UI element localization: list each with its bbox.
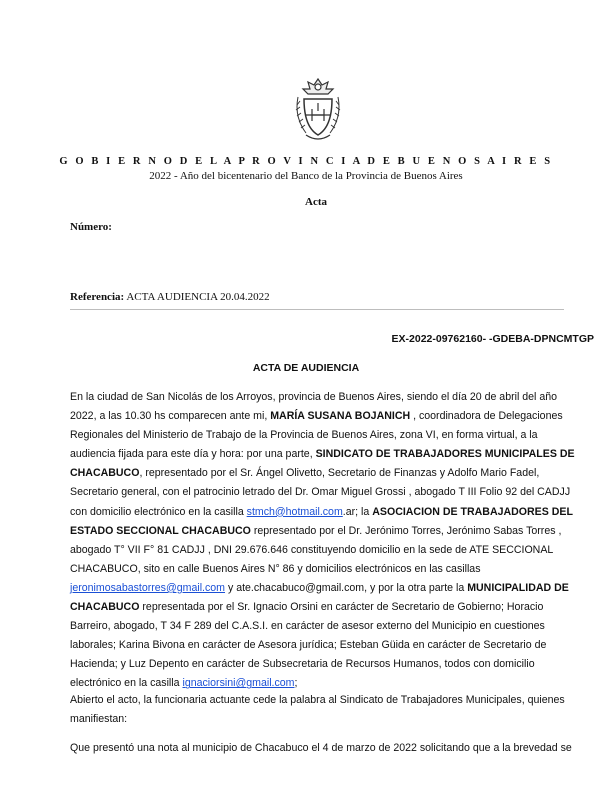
paragraph-opening: Abierto el acto, la funcionaria actuante cede la palabra al Sindicato de Trabajadores Municipales, quienes manifiestan: (70, 694, 565, 726)
paragraph-intro: En la ciudad de San Nicolás de los Arroyos, provincia de Buenos Aires, siendo el día 20 de abril del año 2022, a las 10.30 hs comparecen ante mi, MARÍA SUSANA BOJANICH , coordinadora de Delegaciones Regionales del Ministerio de Trabajo de la Provincia de Buenos Aires, zona VI, en forma virtual, a la audiencia fijada para este día y hora: por una parte, SINDICATO DE TRABAJADORES MUNICIPALES DE CHACABUCO, representado por el Sr. Ángel Olivetto, Secretario de Finanzas y Adolfo Mario Fadel, Secretario general, con el patrocinio letrado del Dr. Omar Miguel Grossi , abogado T III Folio 92 del CADJJ con domicilio electrónico en la casilla stmch@hotmail.com.ar; la ASOCIACION DE TRABAJADORES DEL ESTADO SECCIONAL CHACABUCO representado por el Dr. Jerónimo Torres, Jerónimo Sabas Torres , abogado T° VII F° 81 CADJJ , DNI 29.676.646 constituyendo domicilio en la sede de ATE SECCIONAL CHACABUCO, sito en calle Buenos Aires N° 86 y domicilios electrónicos en las casillas jeronimosabastorres@gmail.com y ate.chacabuco@gmail.com, y por la otra parte la MUNICIPALIDAD DE CHACABUCO representada por el Sr. Ignacio Orsini en carácter de Secretario de Gobierno; Horacio Barreiro, abogado, T 34 F 289 del C.A.S.I. en carácter de asesor externo del Municipio en cuestiones laborales; Karina Bivona en carácter de Asesora jurídica; Esteban Güida en carácter de Secretario de Hacienda; y Luz Depento en carácter de Subsecretaria de Recursos Humanos, todos con domicilio electrónico en la casilla ignaciorsini@gmail.com; (70, 391, 575, 690)
coat-of-arms-icon (292, 75, 344, 145)
paragraph-statement: Que presentó una nota al municipio de Chacabuco el 4 de marzo de 2022 solicitando que a la brevedad se (70, 742, 572, 754)
referencia-value: ACTA AUDIENCIA 20.04.2022 (126, 291, 270, 303)
document-type: Acta (305, 196, 327, 208)
referencia-label: Referencia: (70, 291, 125, 303)
year-motto: 2022 - Año del bicentenario del Banco de la Provincia de Buenos Aires (149, 170, 463, 182)
government-title: G O B I E R N O D E L A P R O V I N C I A D E B U E N O S A I R E S (59, 156, 553, 167)
email-link-stmch[interactable]: stmch@hotmail.com (246, 505, 343, 518)
numero-label: Número: (70, 221, 112, 233)
email-link-jeronimo[interactable]: jeronimosabastorres@gmail.com (70, 581, 226, 594)
expediente-number: EX-2022-09762160- -GDEBA-DPNCMTGP (391, 333, 594, 345)
acta-title: ACTA DE AUDIENCIA (252, 362, 360, 374)
email-link-ignacio[interactable]: ignaciorsini@gmail.com (182, 677, 295, 690)
referencia-field (70, 291, 270, 303)
numero-field (70, 221, 112, 233)
divider (70, 309, 564, 310)
